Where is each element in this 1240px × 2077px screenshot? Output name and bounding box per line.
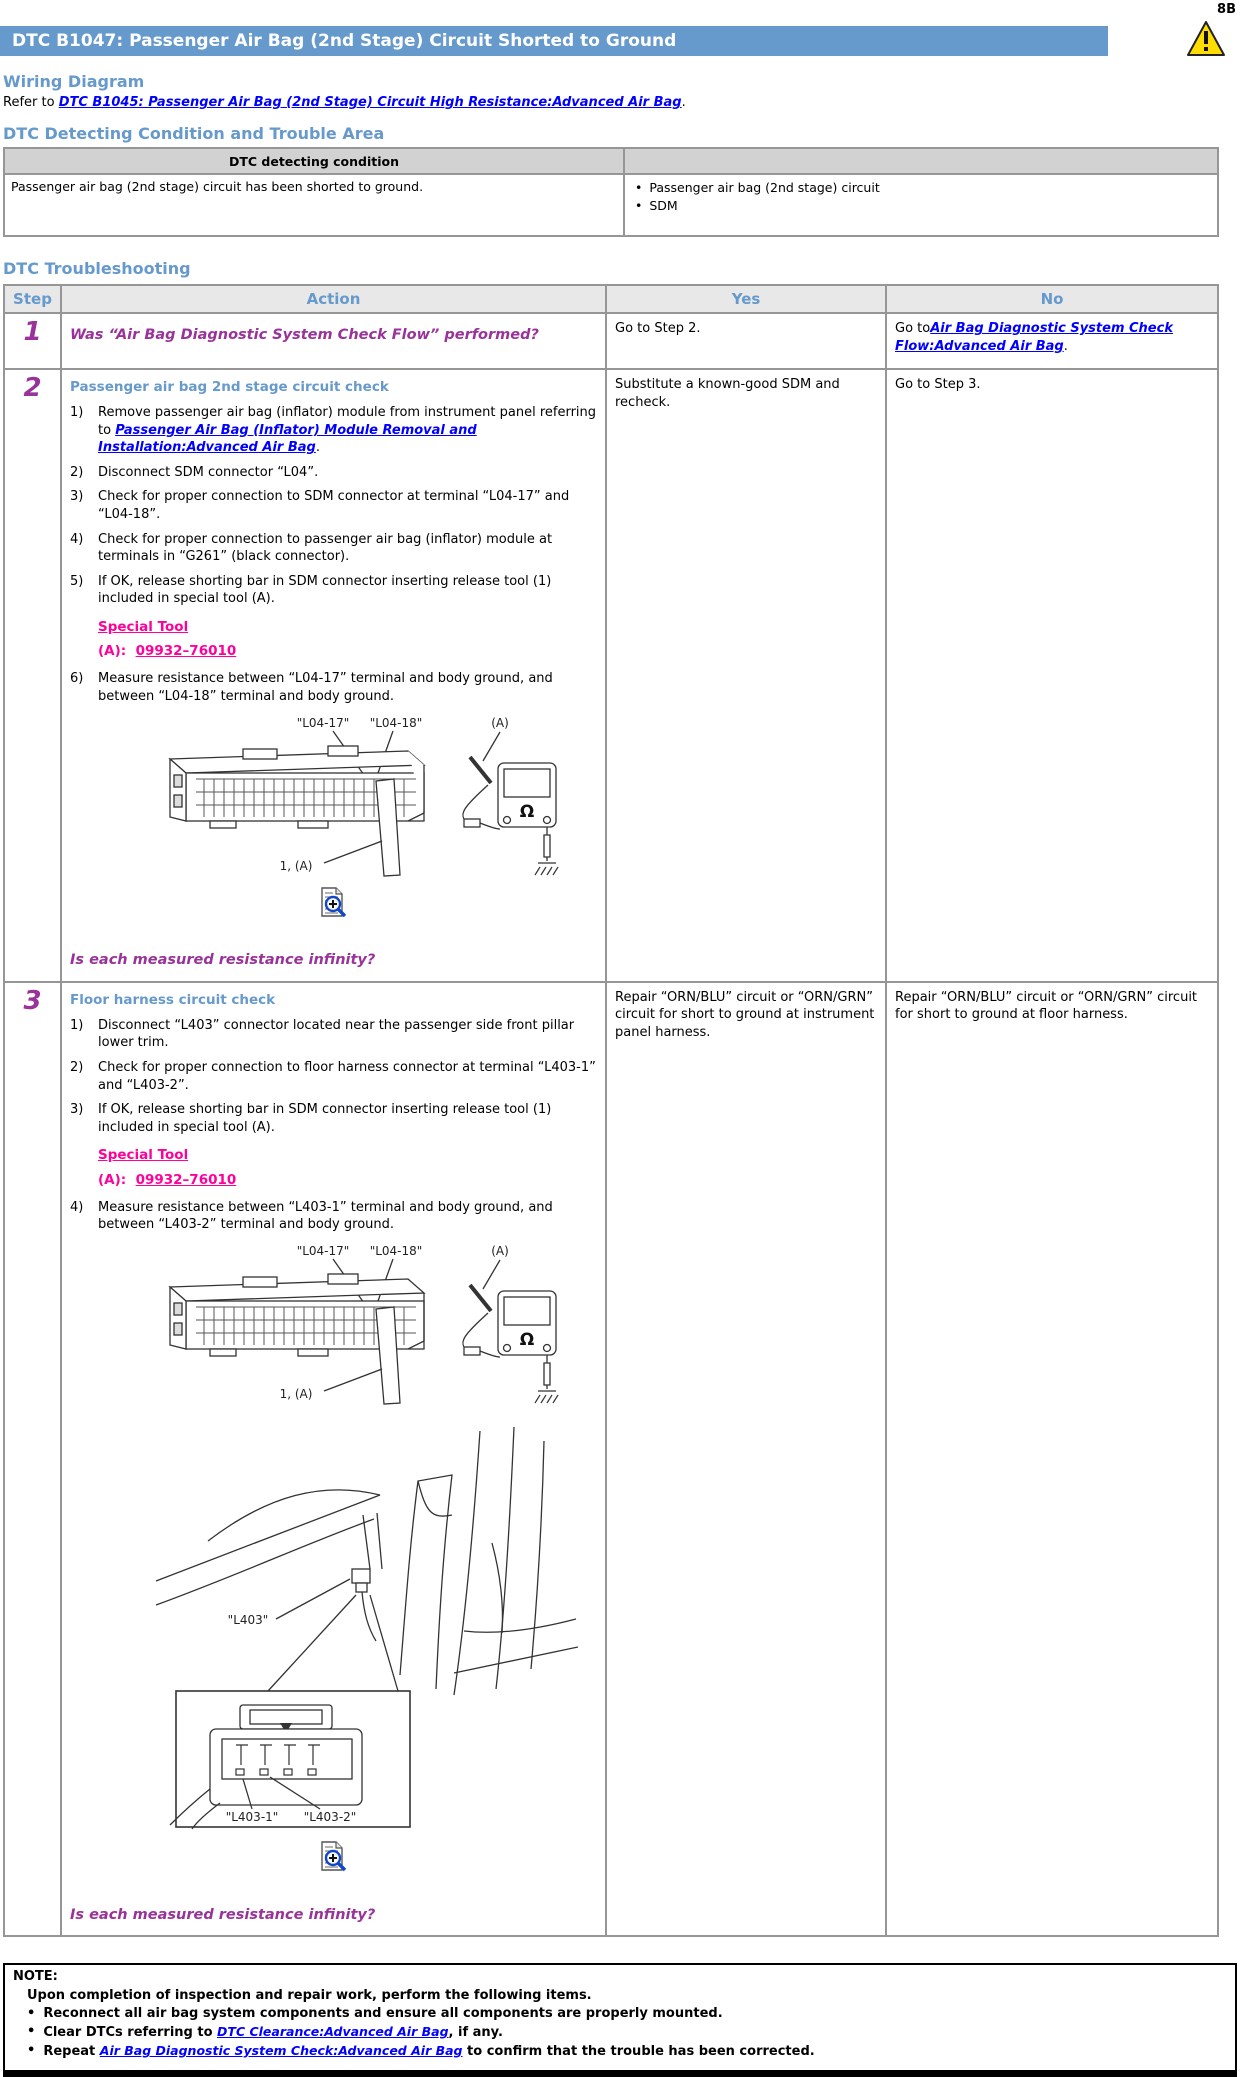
figure-zoom-row <box>70 1841 597 1878</box>
special-tool-block: Special Tool (A): 09932–76010 <box>98 618 237 660</box>
detecting-condition-col-header: DTC detecting condition <box>4 148 624 174</box>
refer-prefix: Refer to <box>3 95 59 110</box>
page-number: 8B <box>1217 2 1236 17</box>
step-number-cell: 3 <box>4 982 61 1936</box>
col-header-step: Step <box>4 285 61 313</box>
action-step-item: 3) If OK, release shorting bar in SDM connector inserting release tool (1) included in special tool (A). <box>70 1102 552 1135</box>
wiring-diagram-heading: Wiring Diagram <box>3 72 145 91</box>
yes-cell: Go to Step 2. <box>606 313 886 369</box>
step-question: Is each measured resistance infinity? <box>70 952 376 969</box>
svg-text:"L403-1": "L403-1" <box>225 1810 279 1825</box>
no-cell: Repair “ORN/BLU” circuit or “ORN/GRN” circuit for short to ground at floor harness. <box>886 982 1218 1936</box>
action-step-item: 5) If OK, release shorting bar in SDM connector inserting release tool (1) included in special tool (A). <box>70 573 552 607</box>
svg-text:1, (A): 1, (A) <box>279 1387 313 1402</box>
sdm-connector-figure <box>148 713 578 881</box>
svg-text:Ω: Ω <box>519 801 535 822</box>
col-header-action: Action <box>61 285 606 313</box>
list-item: • SDM <box>635 198 678 213</box>
action-step-item: 1) Disconnect “L403” connector located near the passenger side front pillar lower trim. <box>70 1017 575 1051</box>
module-removal-link[interactable]: Passenger Air Bag (Inflator) Module Removal and Installation:Advanced Air Bag <box>98 422 477 456</box>
svg-text:(A): (A) <box>491 1244 509 1259</box>
action-step-item: 4) Measure resistance between “L403-1” terminal and body ground, and between “L403-2” terminal and body ground. <box>70 1199 553 1233</box>
no-cell: Go toAir Bag Diagnostic System Check Flow:Advanced Air Bag. <box>886 313 1218 369</box>
action-cell <box>61 369 606 982</box>
svg-text:(A): (A) <box>491 715 509 730</box>
action-title: Floor harness circuit check <box>70 991 276 1008</box>
special-tool-label[interactable]: Special Tool <box>98 618 189 635</box>
diagnostic-system-check-link[interactable]: Air Bag Diagnostic System Check:Advanced Air Bag <box>99 2043 463 2059</box>
action-cell <box>61 313 606 369</box>
action-step-item: 1) Remove passenger air bag (inflator) module from instrument panel referring to Passenger Air Bag (Inflator) Module Removal and Installation:Advanced Air Bag. <box>70 405 597 456</box>
trouble-area-cell <box>624 174 1218 236</box>
list-item: • Repeat Air Bag Diagnostic System Check:Advanced Air Bag to confirm that the trouble has been corrected. <box>27 2043 815 2060</box>
table-row <box>4 174 1218 236</box>
special-tool-number-link[interactable]: 09932–76010 <box>135 643 237 660</box>
refer-suffix: . <box>681 95 686 110</box>
zoom-figure-icon[interactable] <box>320 887 347 918</box>
special-tool-label[interactable]: Special Tool <box>98 1147 189 1164</box>
action-step-item: 3) Check for proper connection to SDM connector at terminal “L04-17” and “L04-18”. <box>70 489 570 522</box>
dtc-clearance-link[interactable]: DTC Clearance:Advanced Air Bag <box>217 2024 449 2040</box>
troubleshooting-row <box>4 313 1218 369</box>
trouble-area-col-header <box>624 148 1218 174</box>
col-header-yes: Yes <box>606 285 886 313</box>
troubleshooting-row <box>4 982 1218 1936</box>
step-question: Is each measured resistance infinity? <box>70 1906 376 1923</box>
list-item: • Clear DTCs referring to DTC Clearance:Advanced Air Bag, if any. <box>27 2024 503 2041</box>
svg-text:1, (A): 1, (A) <box>279 858 313 873</box>
svg-text:"L04-17": "L04-17" <box>296 715 350 730</box>
diagnostic-check-flow-link[interactable]: Air Bag Diagnostic System Check Flow:Advanced Air Bag <box>895 321 1173 354</box>
action-step-item: 2) Disconnect SDM connector “L04”. <box>70 464 319 480</box>
troubleshooting-row <box>4 369 1218 982</box>
list-item: • Passenger air bag (2nd stage) circuit <box>635 180 880 195</box>
no-cell: Go to Step 3. <box>886 369 1218 982</box>
detecting-condition-heading: DTC Detecting Condition and Trouble Area <box>3 124 385 143</box>
action-step-item: 2) Check for proper connection to floor harness connector at terminal “L403-1” and “L403-2”. <box>70 1059 596 1093</box>
detecting-condition-table <box>3 147 1219 237</box>
list-item: • Reconnect all air bag system components and ensure all components are properly mounted. <box>27 2006 723 2022</box>
bullet-icon: • <box>635 180 643 195</box>
zoom-figure-icon[interactable] <box>320 1841 347 1872</box>
bullet-icon: • <box>27 2006 36 2022</box>
svg-text:"L04-18": "L04-18" <box>369 1244 423 1259</box>
figure-zoom-row <box>70 887 597 924</box>
note-box <box>3 1963 1237 2077</box>
svg-text:"L403-2": "L403-2" <box>303 1810 357 1825</box>
step-number-cell: 1 <box>4 313 61 369</box>
troubleshooting-heading: DTC Troubleshooting <box>3 259 191 278</box>
sdm-connector-figure <box>148 1241 578 1409</box>
note-label: NOTE: <box>13 1969 58 1985</box>
svg-text:"L04-18": "L04-18" <box>369 715 423 730</box>
yes-cell: Substitute a known-good SDM and recheck. <box>606 369 886 982</box>
bullet-icon: • <box>27 2024 36 2040</box>
troubleshooting-header-row <box>4 285 1218 313</box>
svg-text:Ω: Ω <box>519 1330 535 1351</box>
bullet-icon: • <box>635 198 643 213</box>
action-step-item: 4) Check for proper connection to passenger air bag (inflator) module at terminals in “G261” (black connector). <box>70 531 553 565</box>
svg-text:"L403": "L403" <box>227 1613 269 1628</box>
dtc-header-row <box>0 20 1240 62</box>
step-question: Was “Air Bag Diagnostic System Check Flow” performed? <box>70 327 539 343</box>
floor-harness-pillar-figure <box>148 1423 578 1835</box>
yes-cell: Repair “ORN/BLU” circuit or “ORN/GRN” circuit for short to ground at instrument panel harness. <box>606 982 886 1936</box>
note-intro: Upon completion of inspection and repair work, perform the following items. <box>27 1988 592 2004</box>
action-step-item: 6) Measure resistance between “L04-17” terminal and body ground, and between “L04-18” terminal and body ground. <box>70 671 553 704</box>
bullet-icon: • <box>27 2043 36 2059</box>
warning-icon <box>1186 20 1226 62</box>
detecting-condition-cell: Passenger air bag (2nd stage) circuit has been shorted to ground. <box>4 174 624 236</box>
svg-text:"L04-17": "L04-17" <box>296 1244 350 1259</box>
wiring-refer-line <box>3 95 1240 110</box>
step-number-cell: 2 <box>4 369 61 982</box>
col-header-no: No <box>886 285 1218 313</box>
special-tool-number-link[interactable]: 09932–76010 <box>135 1171 237 1188</box>
troubleshooting-table <box>3 284 1219 1937</box>
action-cell <box>61 982 606 1936</box>
special-tool-block: Special Tool (A): 09932–76010 <box>98 1147 237 1188</box>
action-title: Passenger air bag 2nd stage circuit check <box>70 379 389 395</box>
page-title: DTC B1047: Passenger Air Bag (2nd Stage) Circuit Shorted to Ground <box>0 26 1108 56</box>
wiring-diagram-link[interactable]: DTC B1045: Passenger Air Bag (2nd Stage) Circuit High Resistance:Advanced Air Bag <box>58 95 682 110</box>
